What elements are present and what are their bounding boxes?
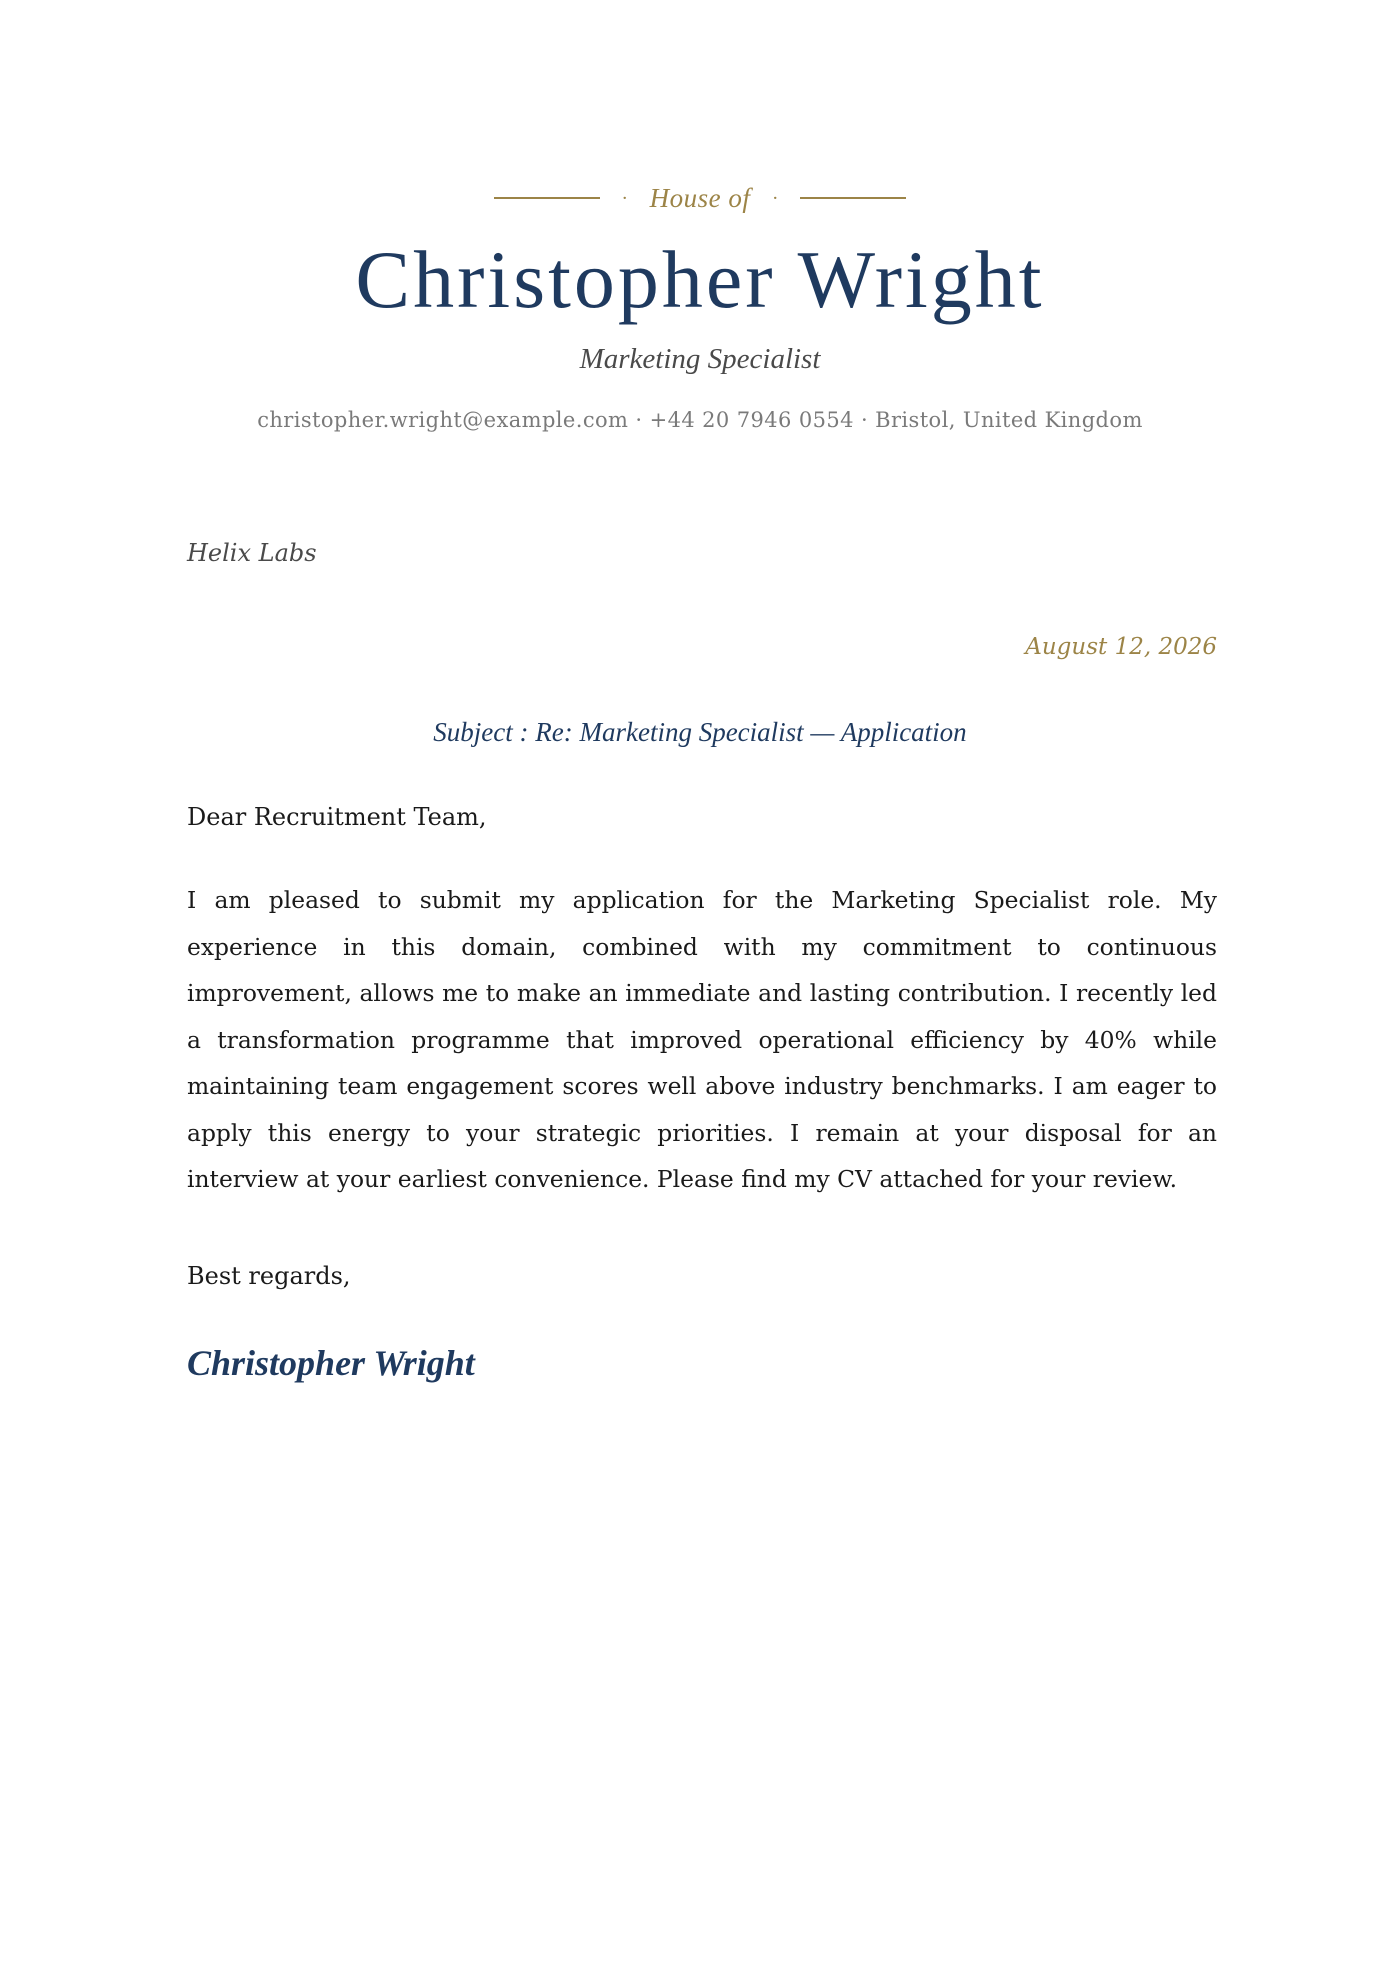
letter-greeting: Dear Recruitment Team, xyxy=(187,803,487,831)
letter-subject: Subject : Re: Marketing Specialist — Application xyxy=(433,717,967,747)
house-label: House of xyxy=(649,182,751,213)
left-ornament-rule xyxy=(494,197,600,199)
recipient-company: Helix Labs xyxy=(187,539,317,567)
letter-body: I am pleased to submit my application for the Marketing Specialist role. My experience in this domain, combined with my commitment to continuous improvement, allows me to make an immediate and lasting contribution. I recently led a transformation programme that improved operational efficiency by 40% while maintaining team engagement scores well above industry benchmarks. I am eager to apply this energy to your strategic priorities. I remain at your disposal for an interview at your earliest convenience. Please find my CV attached for your review. xyxy=(187,886,1217,1193)
letter-date: August 12, 2026 xyxy=(1025,634,1217,660)
sender-name: Christopher Wright xyxy=(355,234,1045,325)
right-ornament-rule xyxy=(800,197,906,199)
house-ornament xyxy=(0,178,1400,218)
signature: Christopher Wright xyxy=(187,1343,475,1383)
contact-details: christopher.wright@example.com · +44 20 7946 0554 · Bristol, United Kingdom xyxy=(257,408,1143,432)
right-ornament-dot: · xyxy=(772,187,779,209)
letter-closing: Best regards, xyxy=(187,1262,351,1290)
left-ornament-dot: · xyxy=(621,187,628,209)
sender-role: Marketing Specialist xyxy=(579,343,821,375)
